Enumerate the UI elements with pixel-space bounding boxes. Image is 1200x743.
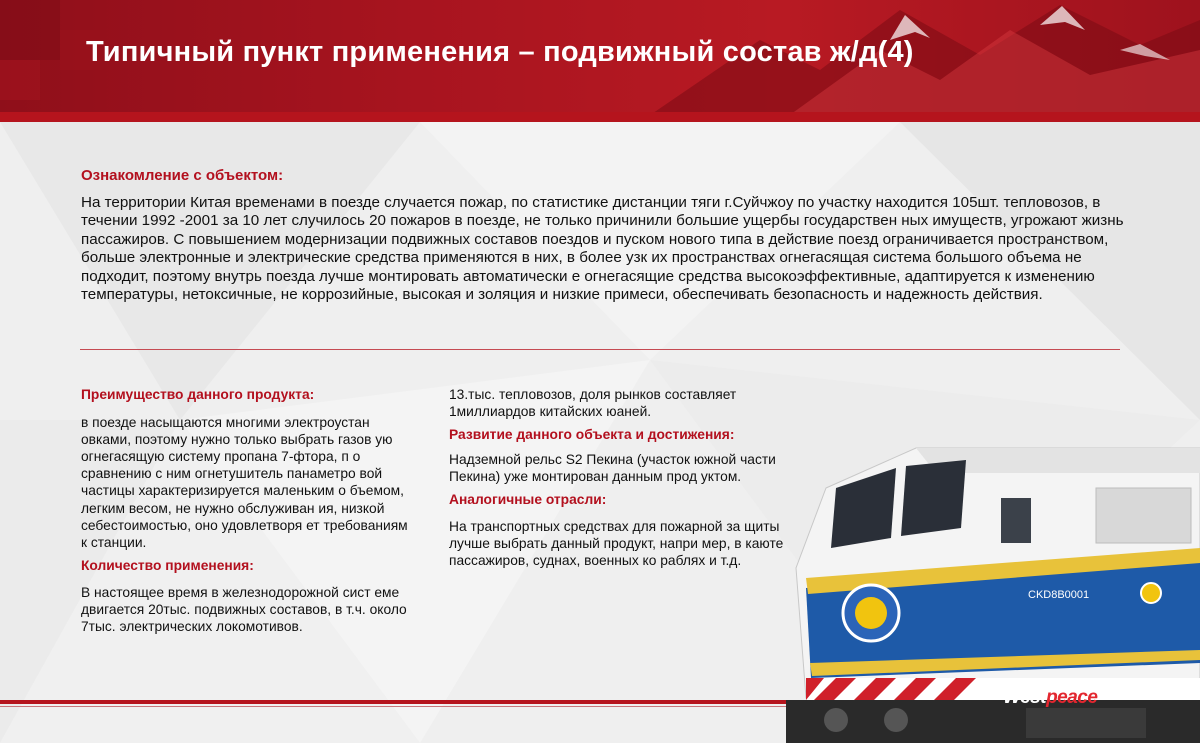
- header-banner: [0, 0, 1200, 122]
- development-heading: Развитие данного объекта и достижения:: [449, 427, 735, 443]
- quantity-text: В настоящее время в железнодорожной сист еме двигается 20тыс. подвижных составов, в т.ч. около 7тыс. электрических локомотивов.: [81, 584, 407, 635]
- train-number: CKD8B0001: [1028, 589, 1090, 601]
- logo-part2: peace: [1046, 687, 1098, 708]
- logo-part1: West: [1003, 687, 1047, 708]
- development-text: Надземной рельс S2 Пекина (участок южной части Пекина) уже монтирован данным прод уктом.: [449, 452, 776, 485]
- advantage-text: в поезде насыщаются многими электроустан овками, поэтому нужно только выбрать газов ую огнегасящую систему пропана 7-фтора, п о сравнению с ним огнетушитель панаметро вой частицы характеризируется маленьким о бъемом, легким весом, не нужно обслуживан ия, низкой себестоимостью, оно удовлетворя ет требованиям к станции.: [81, 415, 408, 550]
- intro-heading: Ознакомление с объектом:: [81, 167, 284, 184]
- section-divider: [80, 349, 1120, 350]
- header-underline: [0, 112, 1200, 122]
- left-column: [81, 386, 417, 635]
- intro-text: На территории Китая временами в поезде случается пожар, по статистике дистанции тяги г.Суйчжоу по участку находится 105шт. тепловозов, в течении 1992 -2001 за 10 лет случилось 20 пожаров в поезде, не только причинили большие ущербы государствен ных имуществ, угрожают жизнь пассажиров. С повышением модернизации подвижных составов поездов и пуском нового типа в действие поезд ограничивается пространством, больше электронные и электрические средства применяются в них, в более узк их пространствах огнегасящая система большого объема не подходит, поэтому внутрь поезда лучше монтировать автоматически е огнегасящие средства высокоэффективные, адаптируется к изменению температуры, нетоксичные, не коррозийные, высокая и золяция и низкие примеси, обеспечивать безопасность и надежность действия.: [81, 194, 1124, 304]
- quantity-continued-text: 13.тыс. тепловозов, доля рынков составляет 1миллиардов китайских юаней.: [449, 387, 737, 420]
- advantage-heading: Преимущество данного продукта:: [81, 387, 315, 402]
- locomotive-image: [766, 428, 1200, 743]
- quantity-heading: Количество применения:: [81, 557, 254, 573]
- westpeace-logo: [1003, 687, 1097, 709]
- similar-text: На транспортных средствах для пожарной за щиты лучше выбрать данный продукт, напри мер, в каюте пассажиров, суднах, военных ко раблях и т.д.: [449, 518, 784, 568]
- page-title: Типичный пункт применения – подвижный состав ж/д(4): [86, 36, 914, 68]
- similar-heading: Аналогичные отрасли:: [449, 492, 607, 508]
- middle-column: [449, 386, 785, 569]
